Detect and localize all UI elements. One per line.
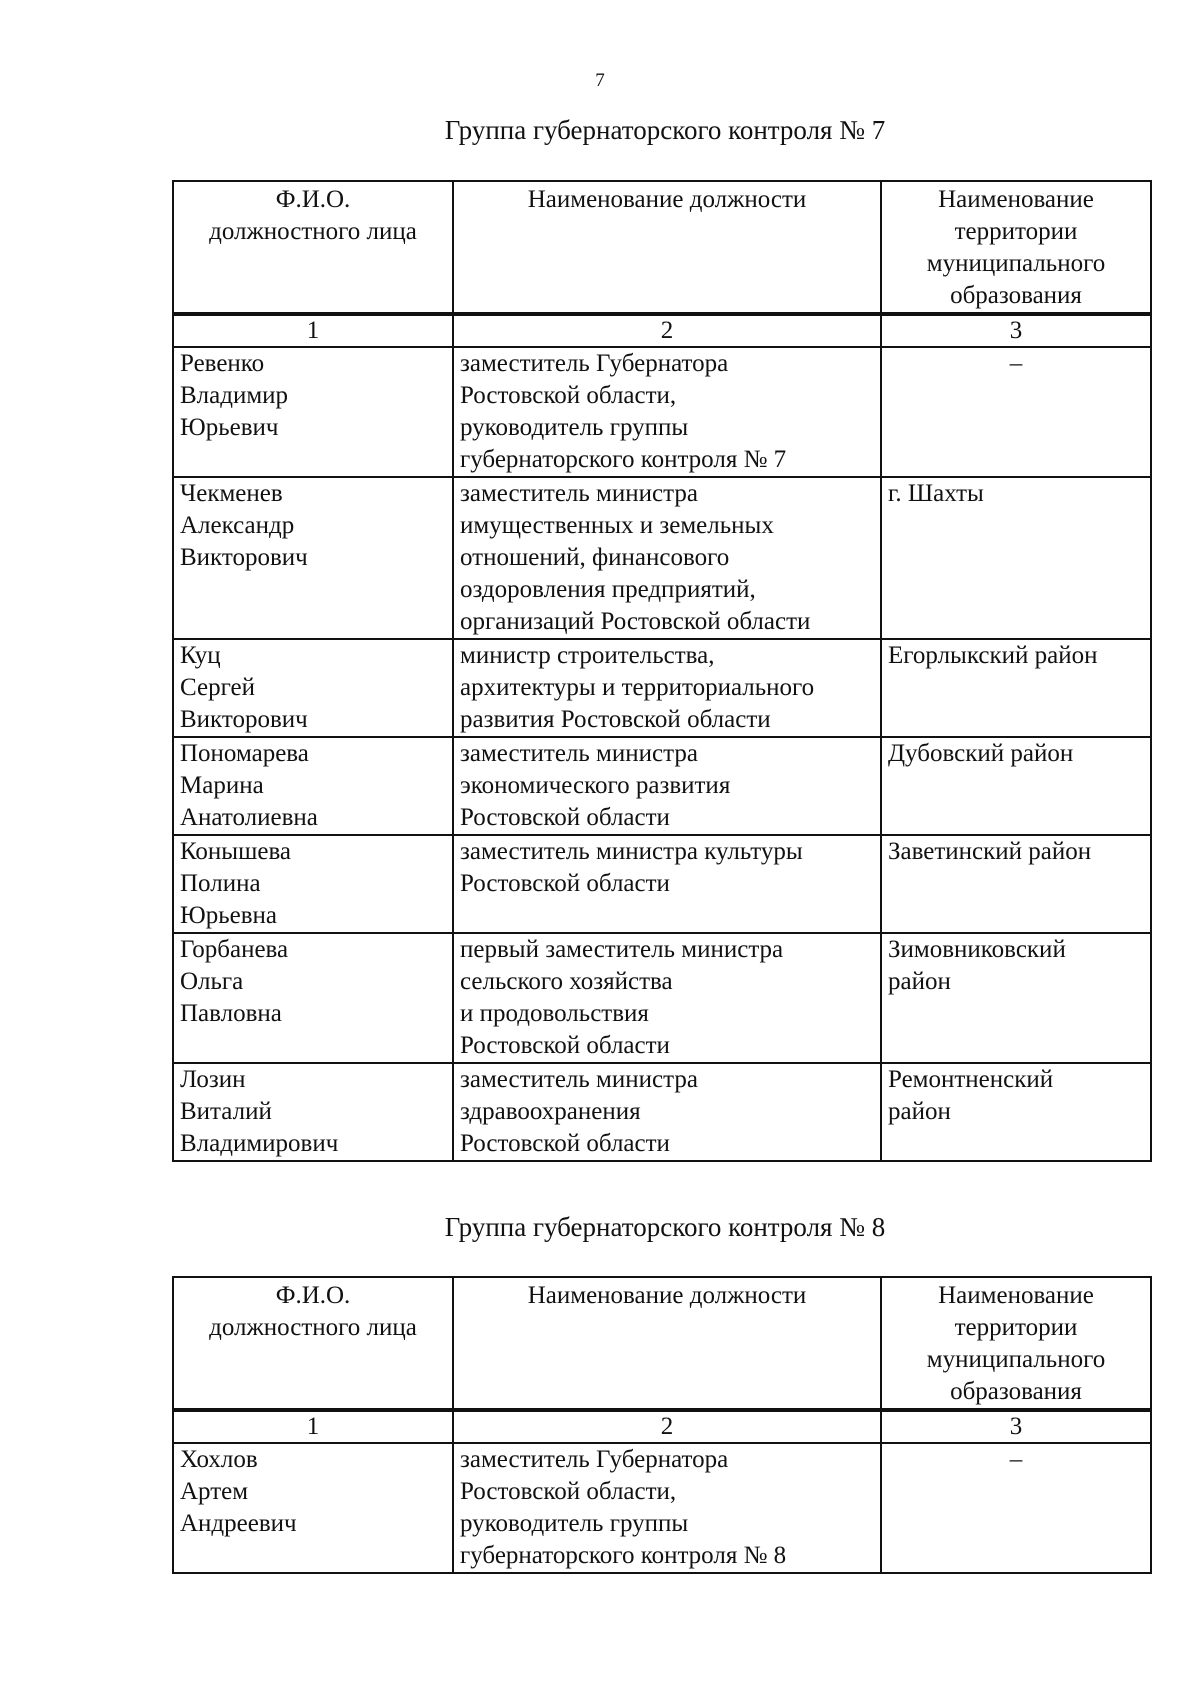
table-row <box>173 1443 1151 1573</box>
header-territory <box>881 1277 1151 1410</box>
position-cell <box>453 933 881 1063</box>
cell-line: развития Ростовской области <box>460 706 771 733</box>
official-name-cell <box>173 639 453 737</box>
cell-line: Ф.И.О. <box>275 186 351 213</box>
cell-line: здравоохранения <box>460 1098 641 1125</box>
cell-line: Ф.И.О. <box>275 1282 351 1309</box>
header-row <box>173 181 1151 314</box>
territory-cell <box>881 1443 1151 1573</box>
cell-line: район <box>888 968 951 995</box>
cell-line: заместитель Губернатора <box>460 1446 729 1473</box>
cell-line: Владимирович <box>180 1130 339 1157</box>
cell-line: Лозин <box>180 1066 246 1093</box>
page-number: 7 <box>595 70 605 91</box>
group-8-table <box>172 1276 1152 1574</box>
cell-line: Куц <box>180 642 221 669</box>
column-number: 3 <box>881 314 1151 347</box>
table-row <box>173 933 1151 1063</box>
header-row <box>173 1277 1151 1410</box>
cell-line: Горбанева <box>180 936 289 963</box>
cell-line: район <box>888 1098 951 1125</box>
header-position <box>453 181 881 314</box>
territory-cell <box>881 347 1151 477</box>
official-name-cell <box>173 1443 453 1573</box>
position-cell <box>453 1063 881 1161</box>
cell-line: Наименование <box>938 1282 1094 1309</box>
position-cell <box>453 835 881 933</box>
position-cell <box>453 639 881 737</box>
cell-line: образования <box>950 1378 1082 1405</box>
cell-line: Анатолиевна <box>180 804 318 831</box>
cell-line: Наименование должности <box>527 1282 807 1309</box>
column-number-row <box>173 314 1151 347</box>
official-name-cell <box>173 477 453 639</box>
cell-line: Ростовской области <box>460 1130 670 1157</box>
cell-line: первый заместитель министра <box>460 936 784 963</box>
cell-line: организаций Ростовской области <box>460 608 811 635</box>
cell-line: Зимовниковский <box>888 936 1066 963</box>
cell-line: Ростовской области <box>460 1032 670 1059</box>
cell-line: Владимир <box>180 382 289 409</box>
cell-line: Ревенко <box>180 350 265 377</box>
official-name-cell <box>173 347 453 477</box>
cell-line: Виталий <box>180 1098 272 1125</box>
table-row <box>173 835 1151 933</box>
header-name <box>173 1277 453 1410</box>
position-cell <box>453 347 881 477</box>
table-row <box>173 737 1151 835</box>
cell-line: архитектуры и территориального <box>460 674 815 701</box>
cell-line: Ростовской области, <box>460 382 677 409</box>
territory-cell <box>881 639 1151 737</box>
table-row <box>173 1063 1151 1161</box>
cell-line: г. Шахты <box>888 480 984 507</box>
cell-line: заместитель Губернатора <box>460 350 729 377</box>
cell-line: Артем <box>180 1478 249 1505</box>
cell-line: отношений, финансового <box>460 544 730 571</box>
header-position <box>453 1277 881 1410</box>
cell-line: имущественных и земельных <box>460 512 774 539</box>
cell-line: руководитель группы <box>460 414 689 441</box>
table-row <box>173 477 1151 639</box>
table-row <box>173 639 1151 737</box>
cell-line: Конышева <box>180 838 292 865</box>
territory-cell <box>881 1063 1151 1161</box>
position-cell <box>453 1443 881 1573</box>
column-number: 1 <box>173 314 453 347</box>
cell-line: муниципального <box>926 250 1106 277</box>
cell-line: Ростовской области, <box>460 1478 677 1505</box>
column-number-row <box>173 1410 1151 1443</box>
cell-line: Андреевич <box>180 1510 297 1537</box>
cell-line: Егорлыкский район <box>888 642 1098 669</box>
cell-line: территории <box>954 218 1078 245</box>
cell-line: Юрьевич <box>180 414 279 441</box>
column-number: 2 <box>453 1410 881 1443</box>
cell-line: муниципального <box>926 1346 1106 1373</box>
cell-line: губернаторского контроля № 8 <box>460 1542 787 1569</box>
cell-line: – <box>1009 350 1023 377</box>
territory-cell <box>881 835 1151 933</box>
cell-line: заместитель министра <box>460 740 698 767</box>
cell-line: Чекменев <box>180 480 283 507</box>
column-number: 2 <box>453 314 881 347</box>
territory-cell <box>881 737 1151 835</box>
cell-line: Ремонтненский <box>888 1066 1054 1093</box>
official-name-cell <box>173 835 453 933</box>
cell-line: Викторович <box>180 544 308 571</box>
territory-cell <box>881 933 1151 1063</box>
cell-line: сельского хозяйства <box>460 968 673 995</box>
cell-line: территории <box>954 1314 1078 1341</box>
cell-line: Ольга <box>180 968 244 995</box>
cell-line: Викторович <box>180 706 308 733</box>
cell-line: Наименование <box>938 186 1094 213</box>
table-row <box>173 347 1151 477</box>
cell-line: Наименование должности <box>527 186 807 213</box>
group-7-title: Группа губернаторского контроля № 7 <box>444 115 886 145</box>
cell-line: министр строительства, <box>460 642 715 669</box>
cell-line: должностного лица <box>209 218 417 245</box>
column-number: 3 <box>881 1410 1151 1443</box>
cell-line: заместитель министра <box>460 1066 698 1093</box>
column-number: 1 <box>173 1410 453 1443</box>
cell-line: губернаторского контроля № 7 <box>460 446 787 473</box>
cell-line: – <box>1009 1446 1023 1473</box>
cell-line: должностного лица <box>209 1314 417 1341</box>
cell-line: экономического развития <box>460 772 731 799</box>
cell-line: руководитель группы <box>460 1510 689 1537</box>
cell-line: Полина <box>180 870 261 897</box>
cell-line: образования <box>950 282 1082 309</box>
territory-cell <box>881 477 1151 639</box>
position-cell <box>453 477 881 639</box>
cell-line: Александр <box>180 512 295 539</box>
cell-line: Марина <box>180 772 264 799</box>
cell-line: Юрьевна <box>180 902 277 929</box>
cell-line: Пономарева <box>180 740 309 767</box>
group-7-table <box>172 180 1152 1162</box>
cell-line: Ростовской области <box>460 870 670 897</box>
header-name <box>173 181 453 314</box>
header-territory <box>881 181 1151 314</box>
group-8-title: Группа губернаторского контроля № 8 <box>444 1212 886 1242</box>
position-cell <box>453 737 881 835</box>
cell-line: Павловна <box>180 1000 282 1027</box>
cell-line: оздоровления предприятий, <box>460 576 756 603</box>
cell-line: Ростовской области <box>460 804 670 831</box>
official-name-cell <box>173 933 453 1063</box>
cell-line: Сергей <box>180 674 255 701</box>
cell-line: заместитель министра культуры <box>460 838 803 865</box>
official-name-cell <box>173 1063 453 1161</box>
cell-line: заместитель министра <box>460 480 698 507</box>
cell-line: и продовольствия <box>460 1000 649 1027</box>
cell-line: Хохлов <box>180 1446 258 1473</box>
official-name-cell <box>173 737 453 835</box>
cell-line: Заветинский район <box>888 838 1092 865</box>
cell-line: Дубовский район <box>888 740 1074 767</box>
